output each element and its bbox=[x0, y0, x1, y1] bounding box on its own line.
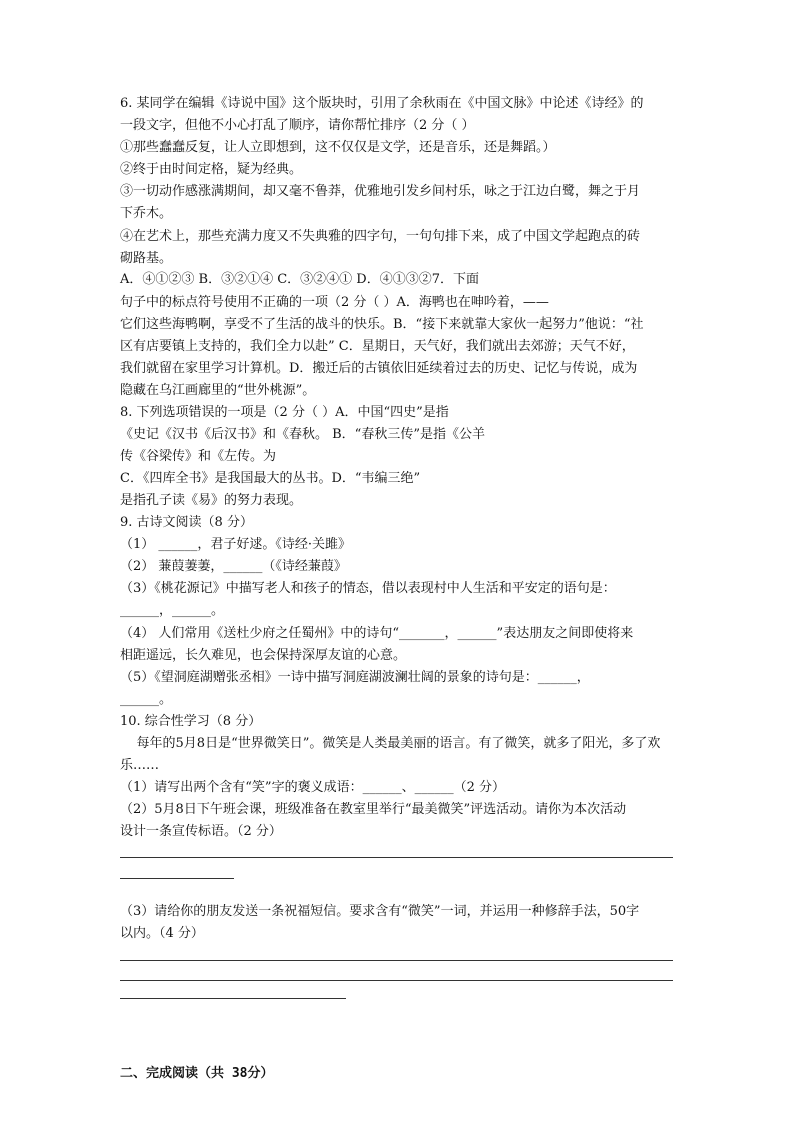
q8-line-4: C．《四库全书》是我国最大的丛书。D．“韦编三绝” bbox=[120, 471, 421, 486]
q10-intro: 每年的5月8日是“世界微笑日”。微笑是人类最美丽的语言。有了微笑，就多了阳光，多了欢 bbox=[120, 736, 661, 751]
answer-line bbox=[120, 878, 234, 879]
q7-line-1: 句子中的标点符号使用不正确的一项（2 分（ ）A．海鸭也在呻吟着，—— bbox=[120, 295, 549, 310]
q7-line-2: 它们这些海鸭啊，享受不了生活的战斗的快乐。B．“接下来就靠大家伙一起努力”他说：“社 bbox=[120, 317, 644, 332]
answer-line bbox=[120, 960, 673, 961]
q9-item-5: （5）《望洞庭湖赠张丞相》一诗中描写洞庭湖波澜壮阔的景象的诗句是：______， bbox=[120, 670, 590, 685]
q10-heading: 10. 综合性学习（8 分） bbox=[120, 714, 262, 729]
answer-line bbox=[120, 857, 673, 858]
q10-intro-cont: 乐…… bbox=[120, 758, 160, 773]
q9-item-1: （1） ______，君子好逑。《诗经·关雎》 bbox=[120, 537, 352, 552]
q8-line-3: 传《谷梁传》和《左传。为 bbox=[120, 449, 277, 464]
q6-item-3: ③一切动作感涨满期间，却又毫不鲁莽，优雅地引发乡间村乐，咏之于江边白鹭，舞之于月 bbox=[120, 184, 641, 199]
q6-item-2: ②终于由时间定格，疑为经典。 bbox=[120, 162, 303, 177]
q8-line-2: 《史记《汉书《后汉书》和《春秋。 B．“春秋三传”是指《公羊 bbox=[120, 427, 485, 442]
q6-line-1: 6. 某同学在编辑《诗说中国》这个版块时，引用了余秋雨在《中国文脉》中论述《诗经》的 bbox=[120, 96, 644, 111]
q6-item-4: ④在艺术上，那些充满力度又不失典雅的四字句，一句句排下来，成了中国文学起跑点的砖 bbox=[120, 229, 641, 244]
q6-options: A．④①②③ B．③②①④ C．③②④① D．④①③②7．下面 bbox=[120, 272, 479, 287]
q9-item-5-blank: ______。 bbox=[120, 692, 173, 707]
q8-line-5: 是指孔子读《易》的努力表现。 bbox=[120, 493, 303, 508]
q9-item-3: （3）《桃花源记》中描写老人和孩子的情态，借以表现村中人生活和平安定的语句是： bbox=[120, 581, 616, 596]
q9-item-4-cont: 相距遥远，长久难见，也会保持深厚友谊的心意。 bbox=[120, 648, 407, 663]
q10-item-2-cont: 设计一条宣传标语。（2 分） bbox=[120, 824, 282, 839]
q6-item-3-cont: 下乔木。 bbox=[120, 206, 173, 221]
q10-item-1: （1）请写出两个含有“笑”字的褒义成语：______、______（2 分） bbox=[120, 780, 505, 795]
q6-item-1: ①那些蠢蠢反复，让人立即想到，这不仅仅是文学，还是音乐，还是舞蹈。） bbox=[120, 140, 556, 155]
answer-line bbox=[120, 998, 346, 999]
q9-heading: 9. 古诗文阅读（8 分） bbox=[120, 515, 253, 530]
q6-line-2: 一段文字，但他不小心打乱了顺序，请你帮忙排序（2 分（ ） bbox=[120, 118, 475, 133]
q10-item-3-cont: 以内。（4 分） bbox=[120, 926, 204, 941]
section-heading: 二、完成阅读（共 38分） bbox=[120, 1066, 274, 1081]
q10-item-2: （2）5月8日下午班会课，班级准备在教室里举行“最美微笑”评选活动。请你为本次活动 bbox=[120, 802, 627, 817]
q7-line-3: 区有店要镇上支持的，我们全力以赴” C．星期日，天气好，我们就出去郊游；天气不好， bbox=[120, 339, 635, 354]
q9-item-3-blanks: ______，______。 bbox=[120, 603, 225, 618]
q10-item-3: （3）请给你的朋友发送一条祝福短信。要求含有“微笑”一词，并运用一种修辞手法，50字 bbox=[120, 904, 640, 919]
q8-line-1: 8. 下列选项错误的一项是（2 分（ ）A．中国“四史”是指 bbox=[120, 405, 449, 420]
q6-item-4-cont: 砌路基。 bbox=[120, 251, 173, 266]
answer-line bbox=[120, 980, 673, 981]
q7-line-4: 我们就留在家里学习计算机。D．搬迁后的古镇依旧延续着过去的历史、记忆与传说，成为 bbox=[120, 361, 638, 376]
q9-item-2: （2） 蒹葭萋萋，______（《诗经蒹葭》 bbox=[120, 559, 347, 574]
q9-item-4: （4） 人们常用《送杜少府之任蜀州》中的诗句“_______，______”表达朋友之间即使将来 bbox=[120, 626, 634, 641]
q7-line-5: 隐藏在乌江画廊里的“世外桃源”。 bbox=[120, 383, 316, 398]
